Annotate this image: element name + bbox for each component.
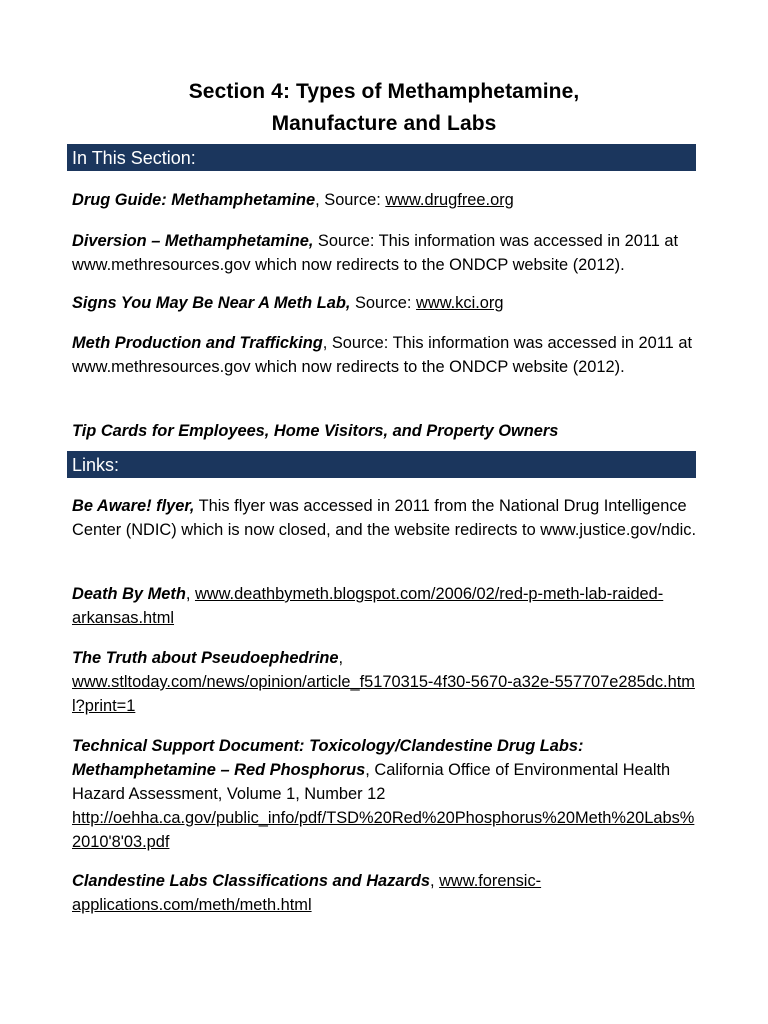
item-title: Tip Cards for Employees, Home Visitors, and Property Owners — [72, 422, 559, 440]
item-sep: , Source: — [315, 191, 386, 209]
kci-link[interactable]: www.kci.org — [416, 294, 504, 312]
list-item-clandestine-labs — [72, 869, 696, 917]
item-sep: , — [338, 649, 344, 667]
list-item-tip-cards[interactable] — [72, 419, 696, 443]
list-item-signs-meth-lab — [72, 291, 696, 315]
item-text: Source: This information was accessed in 2011 at www.methresources.gov which now redirects to the ONDCP website (2012). — [72, 232, 679, 274]
item-title: Technical Support Document: Toxicology/Clandestine Drug Labs: Methamphetamine – Red Phosphorus — [72, 737, 584, 779]
drugfree-link[interactable]: www.drugfree.org — [385, 191, 514, 209]
item-sep: Source: — [350, 294, 417, 312]
forensic-applications-link[interactable]: www.forensic-applications.com/meth/meth.html — [72, 872, 542, 914]
list-item-technical-support-document — [72, 734, 696, 854]
section-header-in-this-section: In This Section: — [67, 144, 696, 171]
list-item-diversion — [72, 229, 696, 277]
list-item-drug-guide — [72, 188, 696, 212]
item-title: Be Aware! flyer, — [72, 497, 195, 515]
item-text: , Source: This information was accessed in 2011 at www.methresources.gov which now redirects to the ONDCP website (2012). — [72, 334, 693, 376]
list-item-death-by-meth — [72, 582, 696, 630]
item-sep: , — [429, 872, 440, 890]
item-title: Clandestine Labs Classifications and Hazards — [72, 872, 430, 890]
list-item-be-aware-flyer — [72, 494, 696, 542]
item-title: Death By Meth — [72, 585, 186, 603]
page-title-line-1: Section 4: Types of Methamphetamine, — [188, 80, 580, 103]
item-text: This flyer was accessed in 2011 from the National Drug Intelligence Center (NDIC) which is now closed, and the website redirects to www.justice.gov/ndic. — [72, 497, 697, 539]
item-title: Drug Guide: Methamphetamine — [72, 191, 316, 209]
item-title: Meth Production and Trafficking — [72, 334, 323, 352]
list-item-meth-production — [72, 331, 696, 379]
list-item-pseudoephedrine — [72, 646, 696, 718]
oehha-link[interactable]: http://oehha.ca.gov/public_info/pdf/TSD%20Red%20Phosphorus%20Meth%20Labs%2010'8'03.pdf — [72, 809, 695, 851]
item-title: Signs You May Be Near A Meth Lab, — [72, 294, 351, 312]
item-sep: , — [185, 585, 195, 603]
deathbymeth-link[interactable]: www.deathbymeth.blogspot.com/2006/02/red-p-meth-lab-raided-arkansas.html — [72, 585, 664, 627]
stltoday-link[interactable]: www.stltoday.com/news/opinion/article_f5170315-4f30-5670-a32e-557707e285dc.html?print=1 — [72, 673, 695, 715]
page-title-line-2: Manufacture and Labs — [271, 112, 497, 135]
item-title: The Truth about Pseudoephedrine — [72, 649, 339, 667]
section-header-links: Links: — [67, 451, 696, 478]
item-text: , California Office of Environmental Health Hazard Assessment, Volume 1, Number 12 — [72, 761, 671, 803]
item-title: Diversion – Methamphetamine, — [72, 232, 314, 250]
